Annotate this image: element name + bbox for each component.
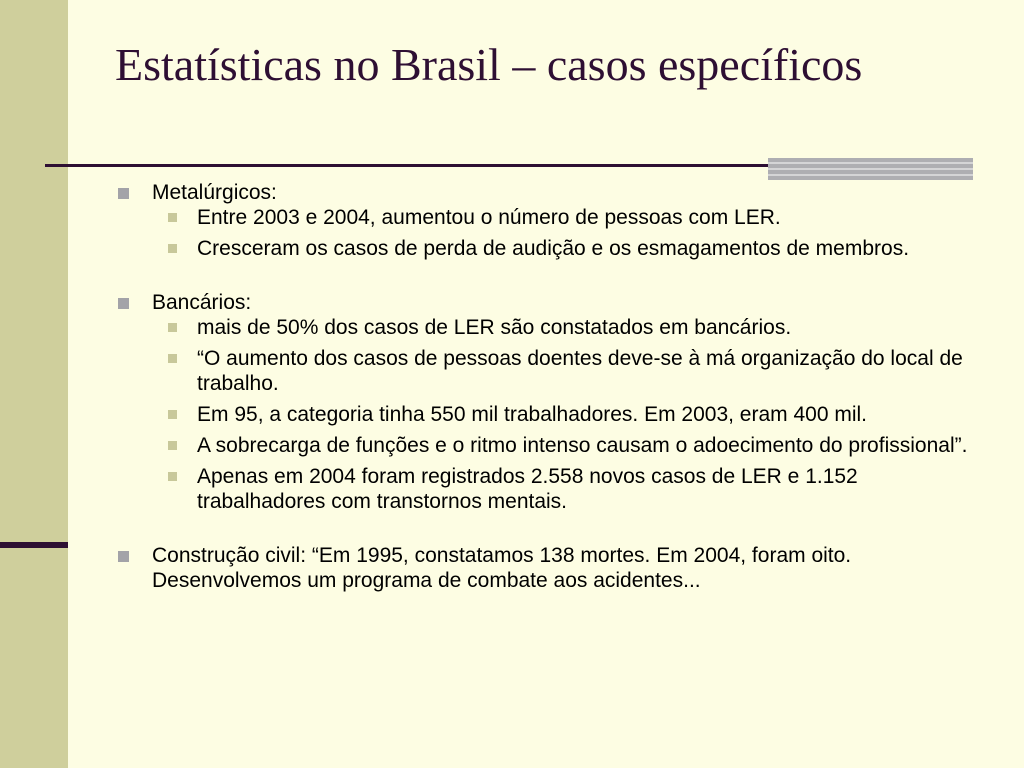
sub-list-item (152, 433, 968, 458)
square-bullet-icon (168, 244, 177, 253)
bullet-list (118, 180, 968, 593)
sub-item-text: Em 95, a categoria tinha 550 mil trabalhadores. Em 2003, eram 400 mil. (197, 403, 868, 426)
section-heading: Construção civil: “Em 1995, constatamos 138 mortes. Em 2004, foram oito. Desenvolvemos um programa de combate aos acidentes... (152, 544, 852, 592)
square-bullet-icon (168, 213, 177, 222)
sub-item-text: A sobrecarga de funções e o ritmo intenso causam o adoecimento do profissional”. (197, 434, 968, 457)
sub-item-text: Cresceram os casos de perda de audição e os esmagamentos de membros. (197, 237, 910, 260)
sub-item-text: Apenas em 2004 foram registrados 2.558 novos casos de LER e 1.152 trabalhadores com transtornos mentais. (197, 465, 858, 513)
square-bullet-icon (168, 354, 177, 363)
list-item-metalurgicos (118, 180, 968, 261)
sub-item-text: “O aumento dos casos de pessoas doentes deve-se à má organização do local de trabalho. (197, 347, 963, 395)
square-bullet-icon (118, 188, 129, 199)
sub-list-item (152, 464, 968, 514)
square-bullet-icon (168, 441, 177, 450)
sub-item-text: Entre 2003 e 2004, aumentou o número de pessoas com LER. (197, 206, 781, 229)
square-bullet-icon (118, 551, 129, 562)
square-bullet-icon (168, 410, 177, 419)
slide-title: Estatísticas no Brasil – casos específicos (115, 39, 863, 90)
sub-bullet-list (152, 315, 968, 514)
sub-list-item (152, 236, 968, 261)
section-heading: Metalúrgicos: (152, 181, 277, 204)
sub-list-item (152, 205, 968, 230)
list-item-bancarios (118, 290, 968, 514)
section-heading: Bancários: (152, 291, 252, 314)
sub-list-item (152, 346, 968, 396)
square-bullet-icon (168, 323, 177, 332)
left-bar-accent-line (0, 542, 68, 548)
title-accent-bar (768, 158, 973, 180)
square-bullet-icon (118, 298, 129, 309)
slide-body (118, 180, 968, 593)
sub-item-text: mais de 50% dos casos de LER são constatados em bancários. (197, 316, 792, 339)
sub-list-item (152, 402, 968, 427)
square-bullet-icon (168, 472, 177, 481)
left-decorative-bar (0, 0, 68, 768)
sub-list-item (152, 315, 968, 340)
list-item-construcao-civil (118, 543, 968, 593)
sub-bullet-list (152, 205, 968, 261)
